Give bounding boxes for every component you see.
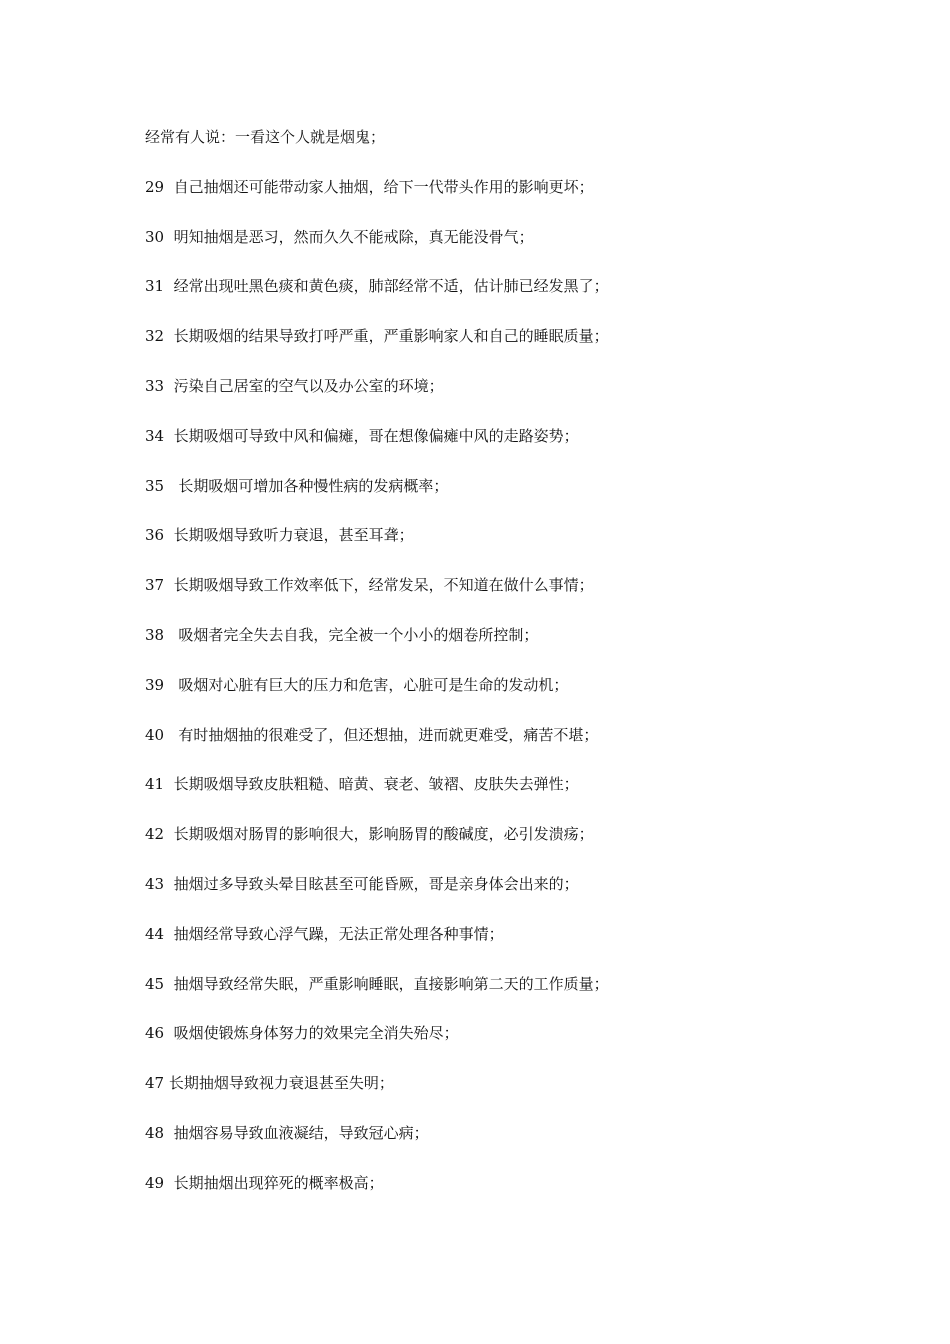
list-item-37: 37 长期吸烟导致工作效率低下，经常发呆，不知道在做什么事情；	[145, 576, 594, 595]
list-item-31: 31 经常出现吐黑色痰和黄色痰，肺部经常不适，估计肺已经发黑了；	[145, 277, 609, 296]
list-item-39: 39 吸烟对心脏有巨大的压力和危害，心脏可是生命的发动机；	[145, 675, 569, 694]
list-item-36: 36 长期吸烟导致听力衰退，甚至耳聋；	[145, 526, 414, 545]
list-item-34: 34 长期吸烟可导致中风和偏瘫，哥在想像偏瘫中风的走路姿势；	[145, 426, 579, 445]
list-item-47: 47 长期抽烟导致视力衰退甚至失明；	[145, 1074, 394, 1093]
text-body	[145, 124, 905, 1220]
list-item-44: 44 抽烟经常导致心浮气躁，无法正常处理各种事情；	[145, 924, 504, 943]
list-item-46: 46 吸烟使锻炼身体努力的效果完全消失殆尽；	[145, 1024, 459, 1043]
text-line-intro: 经常有人说：一看这个人就是烟鬼；	[145, 128, 386, 146]
list-item-48: 48 抽烟容易导致血液凝结，导致冠心病；	[145, 1123, 429, 1142]
list-item-29: 29 自己抽烟还可能带动家人抽烟，给下一代带头作用的影响更坏；	[145, 177, 594, 196]
list-item-30: 30 明知抽烟是恶习，然而久久不能戒除，真无能没骨气；	[145, 227, 534, 246]
list-item-32: 32 长期吸烟的结果导致打呼严重，严重影响家人和自己的睡眠质量；	[145, 327, 609, 346]
list-item-45: 45 抽烟导致经常失眠，严重影响睡眠，直接影响第二天的工作质量；	[145, 974, 609, 993]
list-item-33: 33 污染自己居室的空气以及办公室的环境；	[145, 376, 444, 395]
list-item-49: 49 长期抽烟出现猝死的概率极高；	[145, 1173, 384, 1192]
list-item-40: 40 有时抽烟抽的很难受了，但还想抽，进而就更难受，痛苦不堪；	[145, 725, 599, 744]
list-item-42: 42 长期吸烟对肠胃的影响很大，影响肠胃的酸碱度，必引发溃疡；	[145, 825, 594, 844]
list-item-35: 35 长期吸烟可增加各种慢性病的发病概率；	[145, 476, 449, 495]
list-item-38: 38 吸烟者完全失去自我，完全被一个小小的烟卷所控制；	[145, 625, 539, 644]
list-item-41: 41 长期吸烟导致皮肤粗糙、暗黄、衰老、皱褶、皮肤失去弹性；	[145, 775, 579, 794]
list-item-43: 43 抽烟过多导致头晕目眩甚至可能昏厥，哥是亲身体会出来的；	[145, 874, 579, 893]
